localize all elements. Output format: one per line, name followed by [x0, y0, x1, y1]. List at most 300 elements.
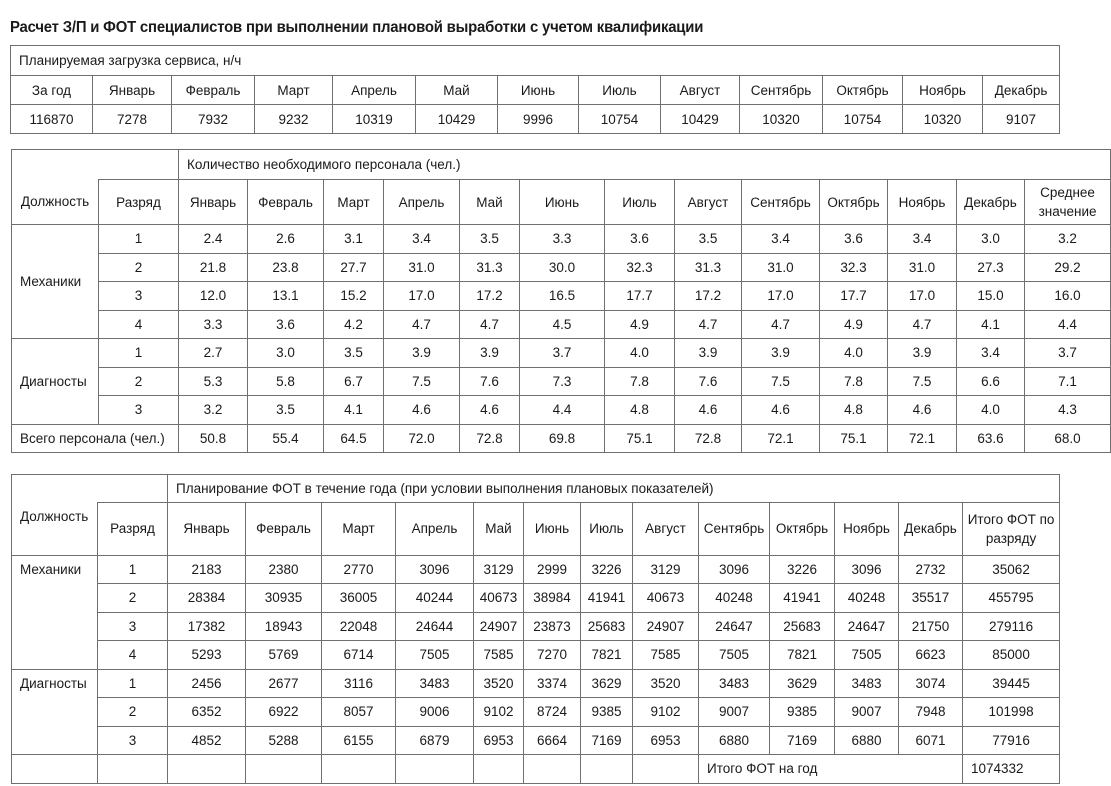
value-cell: 17.0	[888, 282, 957, 311]
staff-col-position: Должность	[12, 180, 99, 225]
grade-cell: 2	[98, 584, 168, 613]
value-cell: 3483	[835, 669, 899, 698]
load-value: 9107	[983, 105, 1060, 134]
value-cell: 8057	[322, 698, 396, 727]
value-cell: 5769	[246, 641, 322, 670]
value-cell: 3.5	[460, 225, 520, 254]
avg-cell: 29.2	[1025, 253, 1111, 282]
value-cell: 3.6	[605, 225, 675, 254]
value-cell: 28384	[168, 584, 246, 613]
total-cell: 72.0	[384, 424, 460, 453]
payroll-corner	[12, 475, 168, 503]
table-row	[12, 612, 1060, 641]
value-cell: 4.6	[460, 396, 520, 425]
table-row	[12, 225, 1111, 254]
value-cell: 3.1	[324, 225, 384, 254]
value-cell: 5.3	[179, 367, 248, 396]
grade-cell: 2	[99, 367, 179, 396]
value-cell: 40248	[835, 584, 899, 613]
staff-col-avg: Среднее значение	[1025, 180, 1111, 225]
value-cell: 38984	[524, 584, 581, 613]
value-cell: 7.5	[742, 367, 820, 396]
table-row	[12, 555, 1060, 584]
value-cell: 31.0	[384, 253, 460, 282]
value-cell: 3.3	[520, 225, 605, 254]
value-cell: 3.2	[179, 396, 248, 425]
value-cell: 22048	[322, 612, 396, 641]
value-cell: 3483	[396, 669, 474, 698]
year-total-value: 1074332	[963, 755, 1060, 784]
value-cell: 2456	[168, 669, 246, 698]
value-cell: 3.9	[675, 339, 742, 368]
value-cell: 21.8	[179, 253, 248, 282]
value-cell: 7505	[835, 641, 899, 670]
value-cell: 3.4	[742, 225, 820, 254]
load-month: Август	[661, 76, 740, 105]
load-caption: Планируемая загрузка сервиса, н/ч	[11, 46, 1060, 76]
value-cell: 9007	[699, 698, 770, 727]
table-row	[12, 253, 1111, 282]
value-cell: 5293	[168, 641, 246, 670]
value-cell: 36005	[322, 584, 396, 613]
payroll-col-grade: Разряд	[98, 503, 168, 556]
staff-group-name: Диагносты	[12, 339, 99, 425]
value-cell: 4.6	[675, 396, 742, 425]
grade-cell: 1	[98, 669, 168, 698]
value-cell: 4.9	[605, 310, 675, 339]
value-cell: 35517	[899, 584, 963, 613]
value-cell: 17382	[168, 612, 246, 641]
empty-cell	[524, 755, 581, 784]
payroll-total-row	[12, 755, 1060, 784]
load-month: Ноябрь	[903, 76, 983, 105]
staff-month: Сентябрь	[742, 180, 820, 225]
value-cell: 9007	[835, 698, 899, 727]
value-cell: 3.9	[888, 339, 957, 368]
value-cell: 31.0	[888, 253, 957, 282]
value-cell: 7505	[396, 641, 474, 670]
grade-cell: 4	[98, 641, 168, 670]
load-month: Сентябрь	[740, 76, 823, 105]
value-cell: 4.6	[384, 396, 460, 425]
value-cell: 3629	[770, 669, 835, 698]
value-cell: 4.0	[820, 339, 888, 368]
value-cell: 7.8	[820, 367, 888, 396]
load-month: Март	[255, 76, 333, 105]
table-row	[12, 396, 1111, 425]
grade-cell: 2	[98, 698, 168, 727]
total-cell: 72.8	[460, 424, 520, 453]
value-cell: 24644	[396, 612, 474, 641]
value-cell: 41941	[770, 584, 835, 613]
value-cell: 9385	[770, 698, 835, 727]
value-cell: 6.6	[957, 367, 1025, 396]
value-cell: 4.1	[324, 396, 384, 425]
table-row	[12, 310, 1111, 339]
value-cell: 31.0	[742, 253, 820, 282]
load-year-value: 116870	[11, 105, 93, 134]
table-row	[12, 669, 1060, 698]
value-cell: 24647	[835, 612, 899, 641]
value-cell: 40673	[633, 584, 699, 613]
value-cell: 6880	[835, 726, 899, 755]
year-total-label: Итого ФОТ на год	[699, 755, 963, 784]
payroll-month: Сентябрь	[699, 503, 770, 556]
value-cell: 17.0	[742, 282, 820, 311]
load-value: 10754	[823, 105, 903, 134]
value-cell: 4.6	[742, 396, 820, 425]
value-cell: 6953	[633, 726, 699, 755]
value-cell: 6714	[322, 641, 396, 670]
value-cell: 3.4	[384, 225, 460, 254]
empty-cell	[12, 641, 98, 670]
empty-cell	[12, 726, 98, 755]
value-cell: 3074	[899, 669, 963, 698]
value-cell: 3.6	[820, 225, 888, 254]
staff-month: Октябрь	[820, 180, 888, 225]
payroll-group-name: Механики	[12, 555, 98, 584]
value-cell: 2380	[246, 555, 322, 584]
staff-table	[11, 149, 1111, 453]
value-cell: 4.0	[957, 396, 1025, 425]
value-cell: 4852	[168, 726, 246, 755]
row-total-cell: 279116	[963, 612, 1060, 641]
load-month: Июнь	[498, 76, 579, 105]
value-cell: 4.7	[888, 310, 957, 339]
payroll-caption: Планирование ФОТ в течение года (при условии выполнения плановых показателей)	[168, 475, 1060, 503]
value-cell: 12.0	[179, 282, 248, 311]
load-month: Декабрь	[983, 76, 1060, 105]
value-cell: 9006	[396, 698, 474, 727]
staff-group-name: Механики	[12, 225, 99, 339]
staff-month: Март	[324, 180, 384, 225]
value-cell: 4.7	[675, 310, 742, 339]
staff-month: Февраль	[248, 180, 324, 225]
value-cell: 16.5	[520, 282, 605, 311]
value-cell: 5288	[246, 726, 322, 755]
staff-col-grade: Разряд	[99, 180, 179, 225]
load-value: 10754	[579, 105, 661, 134]
row-total-cell: 35062	[963, 555, 1060, 584]
value-cell: 21750	[899, 612, 963, 641]
value-cell: 32.3	[820, 253, 888, 282]
value-cell: 31.3	[460, 253, 520, 282]
value-cell: 4.9	[820, 310, 888, 339]
value-cell: 2770	[322, 555, 396, 584]
load-month: Июль	[579, 76, 661, 105]
value-cell: 31.3	[675, 253, 742, 282]
payroll-col-total: Итого ФОТ по разряду	[963, 503, 1060, 556]
value-cell: 4.8	[605, 396, 675, 425]
value-cell: 3129	[474, 555, 524, 584]
value-cell: 3096	[835, 555, 899, 584]
avg-cell: 3.7	[1025, 339, 1111, 368]
value-cell: 6880	[699, 726, 770, 755]
value-cell: 41941	[581, 584, 633, 613]
value-cell: 40248	[699, 584, 770, 613]
value-cell: 6155	[322, 726, 396, 755]
value-cell: 17.7	[820, 282, 888, 311]
value-cell: 15.0	[957, 282, 1025, 311]
value-cell: 2.4	[179, 225, 248, 254]
load-value: 10429	[661, 105, 740, 134]
row-total-cell: 101998	[963, 698, 1060, 727]
value-cell: 4.0	[605, 339, 675, 368]
staff-header-row	[12, 180, 1111, 225]
row-total-cell: 85000	[963, 641, 1060, 670]
value-cell: 6623	[899, 641, 963, 670]
table-row	[12, 584, 1060, 613]
value-cell: 7505	[699, 641, 770, 670]
value-cell: 7.3	[520, 367, 605, 396]
value-cell: 17.2	[675, 282, 742, 311]
value-cell: 3483	[699, 669, 770, 698]
value-cell: 25683	[581, 612, 633, 641]
value-cell: 17.0	[384, 282, 460, 311]
value-cell: 7.5	[384, 367, 460, 396]
value-cell: 3.4	[888, 225, 957, 254]
payroll-table	[11, 474, 1060, 784]
grade-cell: 4	[99, 310, 179, 339]
value-cell: 9385	[581, 698, 633, 727]
load-table	[10, 45, 1060, 134]
payroll-month: Февраль	[246, 503, 322, 556]
value-cell: 17.2	[460, 282, 520, 311]
value-cell: 4.8	[820, 396, 888, 425]
value-cell: 3226	[770, 555, 835, 584]
total-cell: 64.5	[324, 424, 384, 453]
table-row	[12, 282, 1111, 311]
grade-cell: 3	[99, 396, 179, 425]
empty-cell	[168, 755, 246, 784]
load-month: Январь	[93, 76, 172, 105]
payroll-month: Декабрь	[899, 503, 963, 556]
grade-cell: 1	[98, 555, 168, 584]
value-cell: 3629	[581, 669, 633, 698]
row-total-cell: 39445	[963, 669, 1060, 698]
payroll-col-position: Должность	[12, 503, 98, 556]
value-cell: 4.4	[520, 396, 605, 425]
value-cell: 6922	[246, 698, 322, 727]
value-cell: 40244	[396, 584, 474, 613]
load-value: 9996	[498, 105, 579, 134]
total-cell: 75.1	[605, 424, 675, 453]
value-cell: 13.1	[248, 282, 324, 311]
value-cell: 23873	[524, 612, 581, 641]
load-value: 9232	[255, 105, 333, 134]
value-cell: 25683	[770, 612, 835, 641]
value-cell: 3374	[524, 669, 581, 698]
value-cell: 6953	[474, 726, 524, 755]
value-cell: 3.9	[742, 339, 820, 368]
value-cell: 4.5	[520, 310, 605, 339]
load-month: Октябрь	[823, 76, 903, 105]
value-cell: 7.8	[605, 367, 675, 396]
value-cell: 9102	[633, 698, 699, 727]
payroll-month: Январь	[168, 503, 246, 556]
value-cell: 23.8	[248, 253, 324, 282]
value-cell: 17.7	[605, 282, 675, 311]
value-cell: 2677	[246, 669, 322, 698]
payroll-month: Август	[633, 503, 699, 556]
value-cell: 3.5	[248, 396, 324, 425]
value-cell: 4.2	[324, 310, 384, 339]
grade-cell: 3	[98, 612, 168, 641]
total-cell: 75.1	[820, 424, 888, 453]
empty-cell	[633, 755, 699, 784]
grade-cell: 3	[99, 282, 179, 311]
empty-cell	[12, 698, 98, 727]
value-cell: 24907	[474, 612, 524, 641]
value-cell: 3.4	[957, 339, 1025, 368]
staff-corner	[12, 150, 179, 180]
value-cell: 32.3	[605, 253, 675, 282]
avg-cell: 3.2	[1025, 225, 1111, 254]
table-row	[12, 698, 1060, 727]
total-cell: 72.1	[888, 424, 957, 453]
total-cell: 63.6	[957, 424, 1025, 453]
total-avg-cell: 68.0	[1025, 424, 1111, 453]
table-row	[12, 367, 1111, 396]
empty-cell	[12, 755, 98, 784]
value-cell: 2732	[899, 555, 963, 584]
staff-month: Январь	[179, 180, 248, 225]
value-cell: 3.0	[248, 339, 324, 368]
value-cell: 7169	[581, 726, 633, 755]
value-cell: 4.6	[888, 396, 957, 425]
value-cell: 2183	[168, 555, 246, 584]
value-cell: 4.1	[957, 310, 1025, 339]
table-row	[12, 641, 1060, 670]
table-row	[12, 726, 1060, 755]
value-cell: 4.7	[384, 310, 460, 339]
empty-cell	[322, 755, 396, 784]
value-cell: 3.3	[179, 310, 248, 339]
avg-cell: 16.0	[1025, 282, 1111, 311]
value-cell: 24647	[699, 612, 770, 641]
value-cell: 7585	[474, 641, 524, 670]
load-header-row	[11, 76, 1060, 105]
value-cell: 4.7	[460, 310, 520, 339]
value-cell: 3.6	[248, 310, 324, 339]
value-cell: 15.2	[324, 282, 384, 311]
value-cell: 18943	[246, 612, 322, 641]
payroll-month: Ноябрь	[835, 503, 899, 556]
value-cell: 5.8	[248, 367, 324, 396]
value-cell: 3226	[581, 555, 633, 584]
value-cell: 7169	[770, 726, 835, 755]
payroll-month: Май	[474, 503, 524, 556]
empty-cell	[474, 755, 524, 784]
value-cell: 3.5	[675, 225, 742, 254]
table-row	[12, 339, 1111, 368]
value-cell: 8724	[524, 698, 581, 727]
load-value: 10320	[740, 105, 823, 134]
staff-month: Апрель	[384, 180, 460, 225]
value-cell: 3116	[322, 669, 396, 698]
total-cell: 69.8	[520, 424, 605, 453]
total-cell: 72.8	[675, 424, 742, 453]
grade-cell: 1	[99, 225, 179, 254]
total-cell: 72.1	[742, 424, 820, 453]
value-cell: 27.7	[324, 253, 384, 282]
value-cell: 3.7	[520, 339, 605, 368]
value-cell: 3.9	[384, 339, 460, 368]
load-value: 10319	[333, 105, 416, 134]
load-value: 10320	[903, 105, 983, 134]
empty-cell	[246, 755, 322, 784]
load-month: Апрель	[333, 76, 416, 105]
value-cell: 3.9	[460, 339, 520, 368]
value-cell: 30.0	[520, 253, 605, 282]
value-cell: 24907	[633, 612, 699, 641]
payroll-month: Март	[322, 503, 396, 556]
payroll-month: Июль	[581, 503, 633, 556]
value-cell: 3096	[396, 555, 474, 584]
load-value: 7932	[172, 105, 255, 134]
value-cell: 7948	[899, 698, 963, 727]
load-month: Февраль	[172, 76, 255, 105]
value-cell: 40673	[474, 584, 524, 613]
load-month: Май	[416, 76, 498, 105]
grade-cell: 2	[99, 253, 179, 282]
value-cell: 7821	[770, 641, 835, 670]
value-cell: 2.7	[179, 339, 248, 368]
payroll-month: Июнь	[524, 503, 581, 556]
avg-cell: 4.4	[1025, 310, 1111, 339]
staff-month: Август	[675, 180, 742, 225]
value-cell: 9102	[474, 698, 524, 727]
staff-month: Май	[460, 180, 520, 225]
value-cell: 3520	[633, 669, 699, 698]
row-total-cell: 455795	[963, 584, 1060, 613]
avg-cell: 4.3	[1025, 396, 1111, 425]
empty-cell	[12, 584, 98, 613]
staff-month: Декабрь	[957, 180, 1025, 225]
staff-month: Июль	[605, 180, 675, 225]
load-values-row	[11, 105, 1060, 134]
payroll-group-name: Диагносты	[12, 669, 98, 698]
page-title: Расчет З/П и ФОТ специалистов при выполнении плановой выработки с учетом квалификации	[10, 19, 704, 36]
empty-cell	[581, 755, 633, 784]
load-value: 7278	[93, 105, 172, 134]
total-cell: 50.8	[179, 424, 248, 453]
total-cell: 55.4	[248, 424, 324, 453]
grade-cell: 3	[98, 726, 168, 755]
grade-cell: 1	[99, 339, 179, 368]
value-cell: 7821	[581, 641, 633, 670]
load-year-label: За год	[11, 76, 93, 105]
value-cell: 6.7	[324, 367, 384, 396]
value-cell: 7.5	[888, 367, 957, 396]
value-cell: 6664	[524, 726, 581, 755]
staff-total-label: Всего персонала (чел.)	[12, 424, 179, 453]
value-cell: 7270	[524, 641, 581, 670]
value-cell: 6352	[168, 698, 246, 727]
empty-cell	[396, 755, 474, 784]
value-cell: 6071	[899, 726, 963, 755]
empty-cell	[98, 755, 168, 784]
payroll-month: Октябрь	[770, 503, 835, 556]
empty-cell	[12, 612, 98, 641]
value-cell: 4.7	[742, 310, 820, 339]
payroll-month: Апрель	[396, 503, 474, 556]
value-cell: 6879	[396, 726, 474, 755]
value-cell: 7.6	[460, 367, 520, 396]
staff-total-row	[12, 424, 1111, 453]
load-value: 10429	[416, 105, 498, 134]
value-cell: 3096	[699, 555, 770, 584]
